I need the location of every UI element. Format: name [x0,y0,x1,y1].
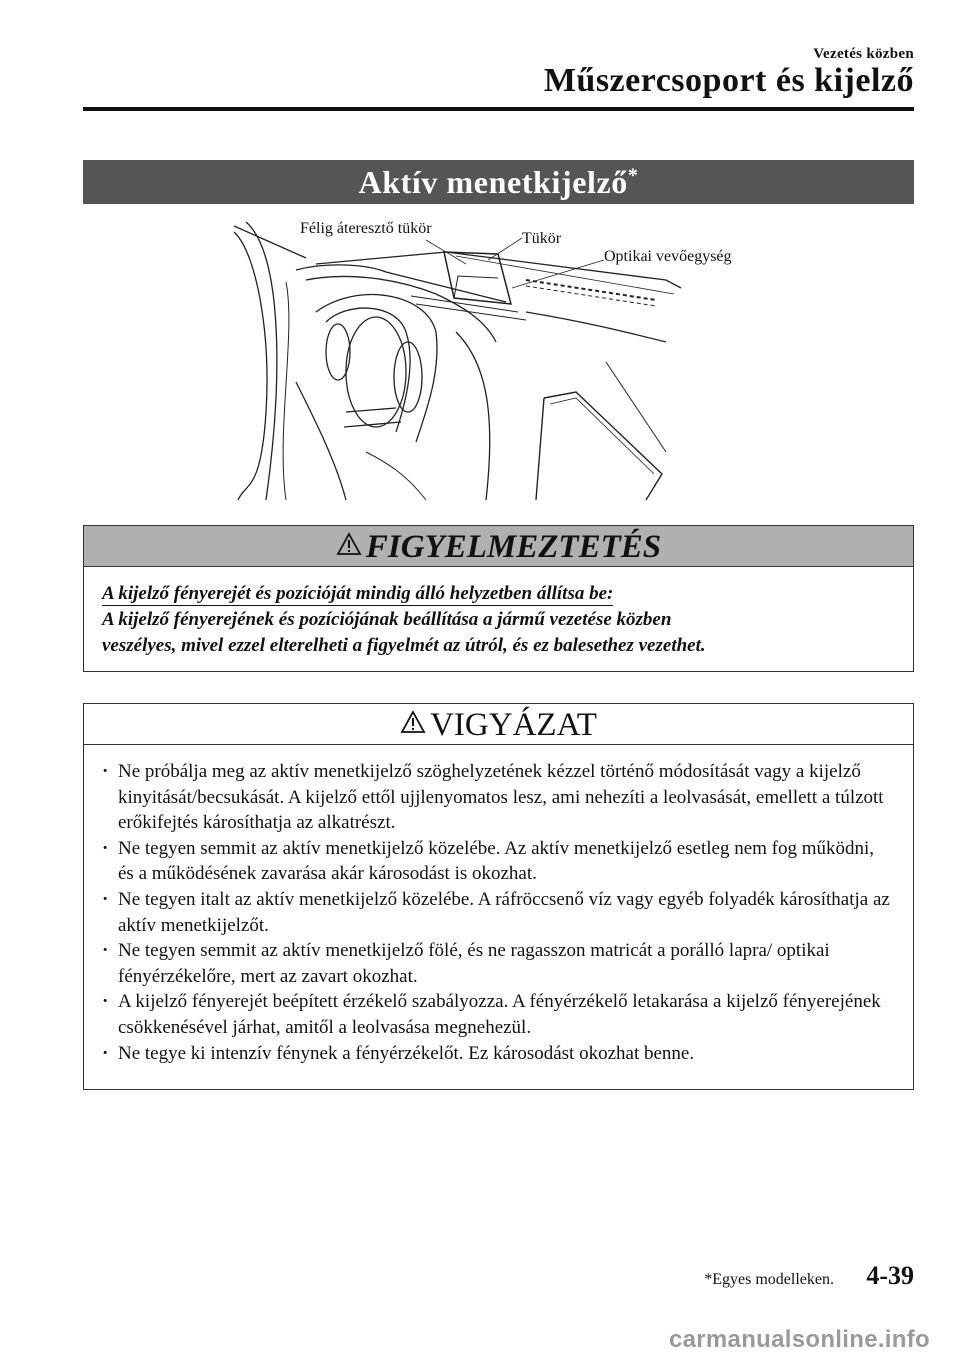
header-divider [83,107,914,111]
label-semi-transparent-mirror: Félig áteresztő tükör [300,220,432,237]
list-item: · Ne tegye ki intenzív fénynek a fényérzékelőt. Ez károsodást okozhat benne. [100,1041,893,1067]
list-item: · Ne tegyen semmit az aktív menetkijelző közelébe. Az aktív menetkijelző esetleg nem fog működni, és a működésének zavarása akár károsodást is okozhat. [100,836,893,887]
warning-text-line-1: A kijelző fényerejének és pozíciójának beállítása a jármű vezetése közben [102,609,672,630]
warning-box [83,525,914,672]
section-title: Aktív menetkijelző [358,164,628,200]
section-asterisk: * [627,164,639,187]
dashboard-illustration [226,212,766,502]
label-mirror: Tükör [522,230,562,247]
warning-heading: A kijelző fényerejét és pozícióját mindig álló helyzetben állítsa be: [102,583,614,604]
page-number: 4-39 [866,1261,914,1290]
caution-title-bar [84,704,913,745]
section-title-bar [83,160,914,204]
warning-triangle-icon [400,703,426,745]
watermark: carmanualsonline.info [668,1326,930,1353]
subsection-title: Vezetés közben [813,46,914,62]
warning-triangle-icon [336,525,362,567]
warning-title: FIGYELMEZTETÉS [365,529,662,565]
warning-text-line-2: veszélyes, mivel ezzel elterelheti a figyelmét az útról, és ez balesethez vezethet. [102,635,706,656]
list-item: · A kijelző fényerejét beépített érzékelő szabályozza. A fényérzékelő letakarása a kijelző fényerejének csökkenésével járhat, amitől a leolvasása megnehezül. [100,989,893,1040]
label-optical-receiver: Optikai vevőegység [604,248,732,265]
caution-list [84,745,913,1066]
warning-body [84,567,913,659]
footnote: *Egyes modelleken. [704,1271,834,1288]
list-item: · Ne próbálja meg az aktív menetkijelző szöghelyzetének kézzel történő módosítását vagy a kijelző kinyitását/becsukását. A kijelző ettől ujjlenyomatos lesz, ami nehezíti a leolvasását, emellett a túlzott erőkifejtés károsíthatja az alkatrészt. [100,759,893,836]
warning-title-bar [84,526,913,567]
chapter-title: Műszercsoport és kijelző [543,62,914,99]
list-item: · Ne tegyen italt az aktív menetkijelző közelébe. A ráfröccsenő víz vagy egyéb folyadék károsíthatja az aktív menetkijelzőt. [100,887,893,938]
list-item: · Ne tegyen semmit az aktív menetkijelző fölé, és ne ragasszon matricát a porálló lapra/ optikai fényérzékelőre, mert az zavart okozhat. [100,938,893,989]
caution-title: VIGYÁZAT [430,707,597,743]
caution-box [83,703,914,1090]
